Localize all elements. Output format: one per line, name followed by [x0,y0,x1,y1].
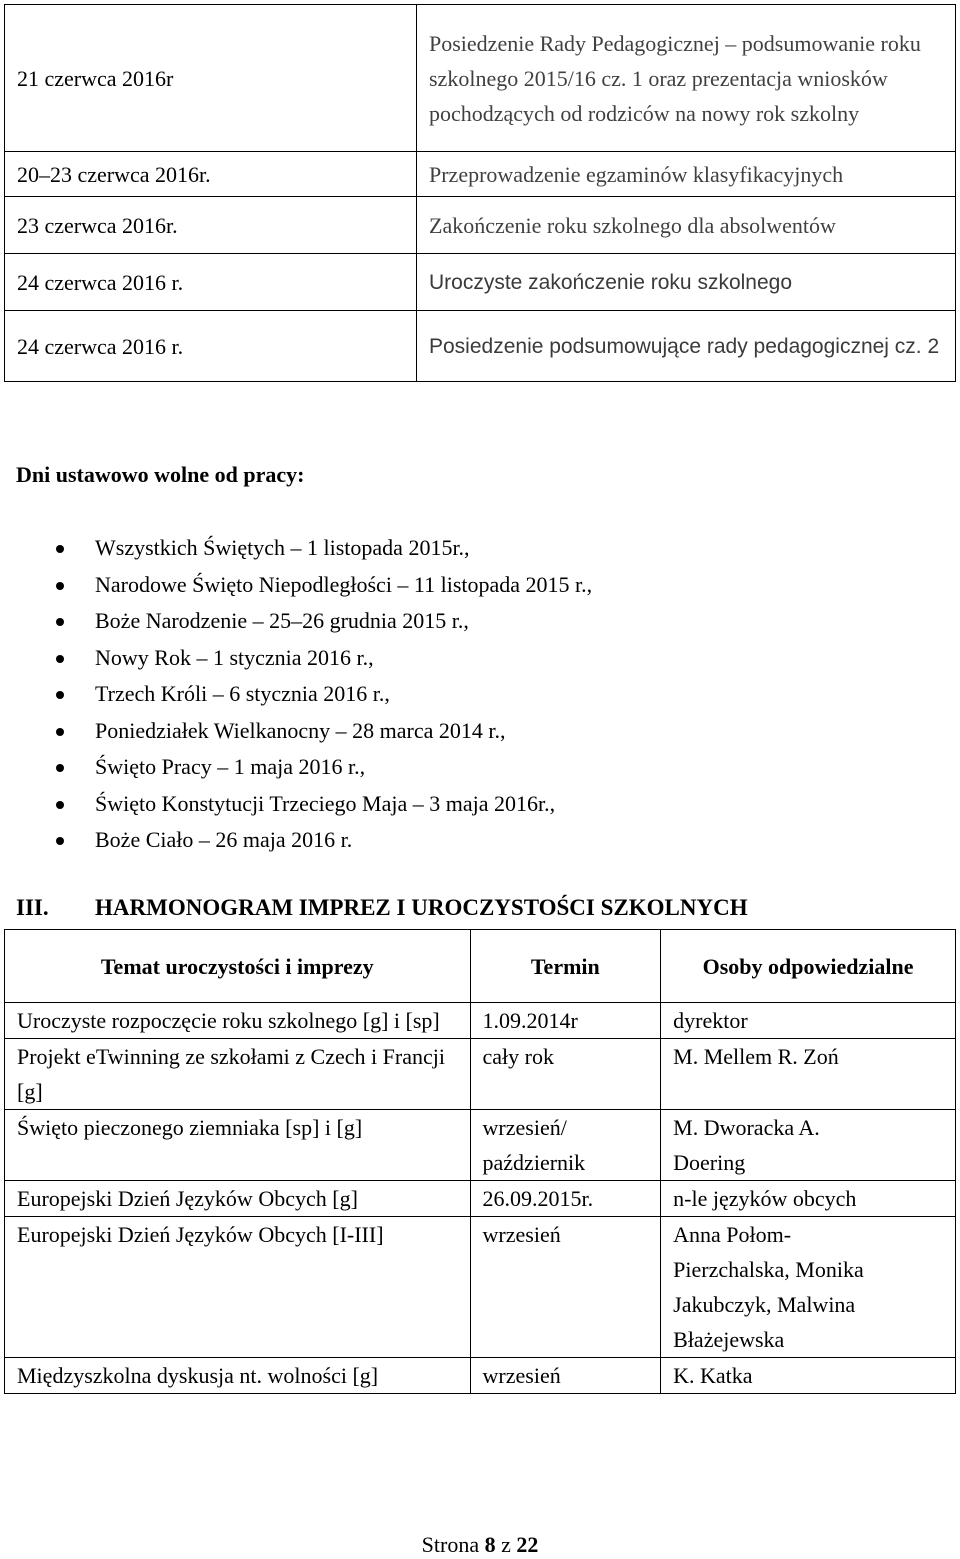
holiday-item [0,786,592,823]
table-row [5,1039,956,1110]
holiday-text: Trzech Króli – 6 stycznia 2016 r., [95,681,390,706]
bullet-icon [56,691,64,699]
schedule-desc: Zakończenie roku szkolnego dla absolwentów [417,197,956,254]
holiday-item [0,822,592,859]
page-footer [0,1532,960,1558]
section-heading [16,895,748,921]
bullet-icon [56,582,64,590]
event-persons: n-le języków obcych [661,1181,956,1217]
footer-total-pages: 22 [516,1532,539,1557]
header-topic [5,930,471,1003]
table-row [5,1217,956,1358]
schedule-table [4,4,956,382]
schedule-date: 21 czerwca 2016r [5,5,417,152]
bullet-icon [56,728,64,736]
schedule-desc: Posiedzenie Rady Pedagogicznej – podsumowanie roku szkolnego 2015/16 cz. 1 oraz prezentacja wniosków pochodzących od rodziców na nowy rok szkolny [417,5,956,152]
holiday-text: Poniedziałek Wielkanocny – 28 marca 2014 r., [95,717,506,743]
event-topic: Europejski Dzień Języków Obcych [I-III] [5,1217,471,1358]
schedule-desc: Posiedzenie podsumowujące rady pedagogicznej cz. 2 [417,311,956,382]
bullet-icon [56,545,64,553]
table-row [5,1110,956,1181]
header-term-label: Termin [530,953,600,979]
event-term: wrzesień [470,1217,661,1358]
event-term: 1.09.2014r [470,1003,661,1039]
event-topic: Uroczyste rozpoczęcie roku szkolnego [g] i [sp] [5,1003,471,1039]
schedule-row [5,152,956,197]
holiday-text: Święto Konstytucji Trzeciego Maja – 3 maja 2016r., [95,790,556,816]
bullet-icon [56,801,64,809]
holiday-text: Nowy Rok – 1 stycznia 2016 r., [95,644,374,670]
event-persons: Anna Połom-Pierzchalska, Monika Jakubczyk, Malwina Błażejewska [661,1217,956,1358]
header-persons-label: Osoby odpowiedzialne [702,953,914,979]
holiday-item [0,713,592,750]
holidays-list [0,530,592,859]
event-term: 26.09.2015r. [470,1181,661,1217]
events-table [4,929,956,1394]
schedule-date: 20–23 czerwca 2016r. [5,152,417,197]
header-term [470,930,661,1003]
schedule-date: 24 czerwca 2016 r. [5,311,417,382]
schedule-desc: Przeprowadzenie egzaminów klasyfikacyjnych [417,152,956,197]
holiday-text: Boże Narodzenie – 25–26 grudnia 2015 r., [95,608,469,633]
holiday-item [0,530,592,567]
bullet-icon [56,764,64,772]
event-topic: Projekt eTwinning ze szkołami z Czech i Francji [g] [5,1039,471,1110]
schedule-row [5,197,956,254]
footer-page-number: 8 [484,1532,496,1557]
schedule-row [5,5,956,152]
holidays-heading: Dni ustawowo wolne od pracy: [16,462,305,487]
event-persons: M. Mellem R. Zoń [661,1039,956,1110]
footer-prefix: Strona [421,1532,480,1557]
holiday-text: Święto Pracy – 1 maja 2016 r., [95,754,366,779]
schedule-desc: Uroczyste zakończenie roku szkolnego [417,254,956,311]
schedule-row [5,311,956,382]
event-persons: M. Dworacka A. Doering [661,1110,956,1181]
events-header-row [5,930,956,1003]
bullet-icon [56,837,64,845]
event-topic: Międzyszkolna dyskusja nt. wolności [g] [5,1358,471,1394]
header-persons [661,930,956,1003]
holiday-item [0,603,592,640]
table-row [5,1003,956,1039]
table-row [5,1358,956,1394]
schedule-row [5,254,956,311]
section-title: HARMONOGRAM IMPREZ I UROCZYSTOŚCI SZKOLNYCH [95,895,748,920]
holiday-item [0,640,592,677]
event-term: wrzesień/ październik [470,1110,661,1181]
header-topic-label: Temat uroczystości i imprezy [100,953,374,979]
bullet-icon [56,655,64,663]
holiday-item [0,676,592,713]
event-term: cały rok [470,1039,661,1110]
event-term: wrzesień [470,1358,661,1394]
event-persons: dyrektor [661,1003,956,1039]
section-number: III. [16,895,49,920]
holiday-text: Wszystkich Świętych – 1 listopada 2015r., [95,535,470,560]
table-row [5,1181,956,1217]
holiday-item [0,749,592,786]
schedule-date: 23 czerwca 2016r. [5,197,417,254]
bullet-icon [56,618,64,626]
event-topic: Europejski Dzień Języków Obcych [g] [5,1181,471,1217]
schedule-date: 24 czerwca 2016 r. [5,254,417,311]
holiday-text: Narodowe Święto Niepodległości – 11 listopada 2015 r., [95,571,593,597]
footer-middle: z [501,1532,511,1557]
holiday-item [0,567,592,604]
event-topic: Święto pieczonego ziemniaka [sp] i [g] [5,1110,471,1181]
holiday-text: Boże Ciało – 26 maja 2016 r. [95,827,353,852]
event-persons: K. Katka [661,1358,956,1394]
